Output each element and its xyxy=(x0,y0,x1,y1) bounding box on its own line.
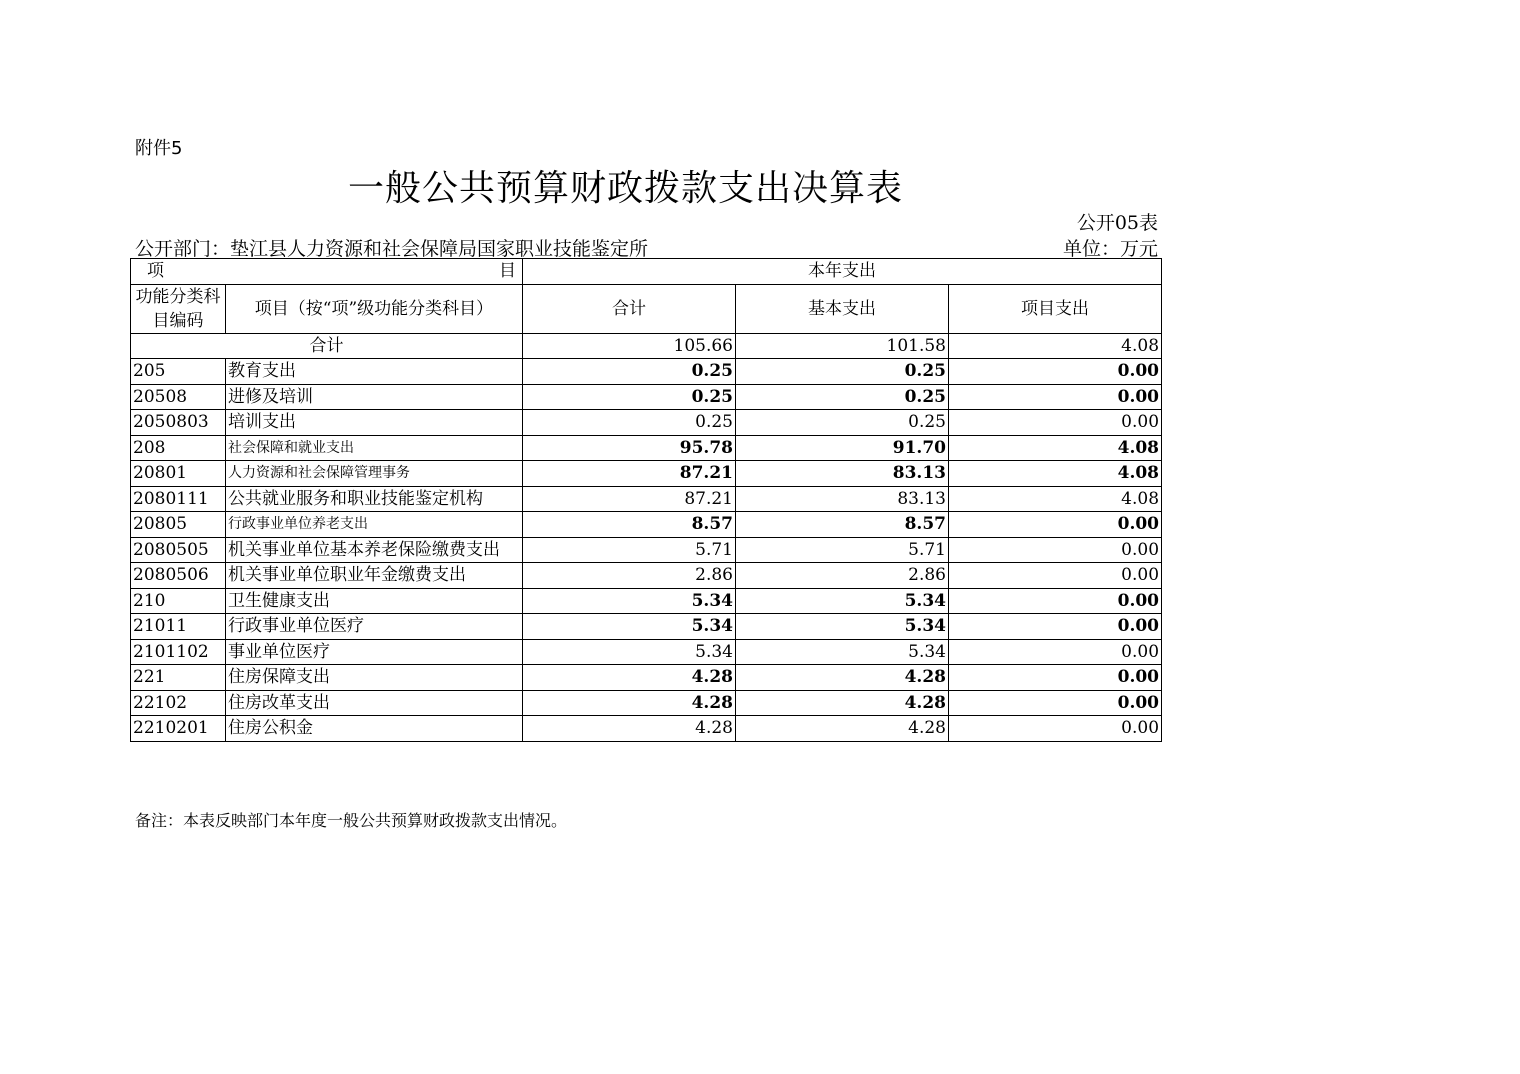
table-row xyxy=(131,665,1162,691)
header-expense-group: 本年支出 xyxy=(523,259,1162,285)
row-total: 87.21 xyxy=(523,461,736,487)
row-name: 培训支出 xyxy=(226,410,523,436)
table-row xyxy=(131,537,1162,563)
row-basic: 2.86 xyxy=(736,563,949,589)
row-code: 22102 xyxy=(131,690,226,716)
row-name: 卫生健康支出 xyxy=(226,588,523,614)
row-code: 20805 xyxy=(131,512,226,538)
header-row-top xyxy=(131,259,1162,285)
row-name: 住房公积金 xyxy=(226,716,523,742)
table-row xyxy=(131,716,1162,742)
footnote: 备注：本表反映部门本年度一般公共预算财政拨款支出情况。 xyxy=(135,811,568,830)
row-total: 0.25 xyxy=(523,384,736,410)
row-project: 0.00 xyxy=(949,716,1162,742)
form-number: 公开05表 xyxy=(1076,212,1158,234)
table-row xyxy=(131,639,1162,665)
row-basic: 0.25 xyxy=(736,359,949,385)
budget-table xyxy=(130,258,1162,742)
row-basic: 83.13 xyxy=(736,461,949,487)
row-basic: 5.34 xyxy=(736,614,949,640)
row-basic: 5.71 xyxy=(736,537,949,563)
header-total: 合计 xyxy=(523,284,736,333)
header-project: 项目支出 xyxy=(949,284,1162,333)
row-project: 0.00 xyxy=(949,690,1162,716)
row-project: 4.08 xyxy=(949,435,1162,461)
total-row xyxy=(131,333,1162,359)
row-code: 2050803 xyxy=(131,410,226,436)
row-basic: 0.25 xyxy=(736,384,949,410)
row-code: 2101102 xyxy=(131,639,226,665)
row-basic: 4.28 xyxy=(736,665,949,691)
table-row xyxy=(131,512,1162,538)
row-total: 95.78 xyxy=(523,435,736,461)
row-total: 87.21 xyxy=(523,486,736,512)
row-total: 4.28 xyxy=(523,665,736,691)
row-name: 进修及培训 xyxy=(226,384,523,410)
row-total: 4.28 xyxy=(523,716,736,742)
row-name: 机关事业单位基本养老保险缴费支出 xyxy=(226,537,523,563)
page-title: 一般公共预算财政拨款支出决算表 xyxy=(348,168,904,209)
row-total: 0.25 xyxy=(523,410,736,436)
row-name: 社会保障和就业支出 xyxy=(226,435,523,461)
header-item-group xyxy=(131,259,523,285)
row-total: 5.71 xyxy=(523,537,736,563)
row-name: 行政事业单位养老支出 xyxy=(226,512,523,538)
row-project: 4.08 xyxy=(949,461,1162,487)
table-row xyxy=(131,614,1162,640)
table-row xyxy=(131,486,1162,512)
row-code: 221 xyxy=(131,665,226,691)
row-code: 208 xyxy=(131,435,226,461)
row-project: 0.00 xyxy=(949,512,1162,538)
department-label: 公开部门：垫江县人力资源和社会保障局国家职业技能鉴定所 xyxy=(135,238,649,260)
total-project: 4.08 xyxy=(949,333,1162,359)
row-code: 205 xyxy=(131,359,226,385)
row-name: 住房改革支出 xyxy=(226,690,523,716)
row-basic: 4.28 xyxy=(736,716,949,742)
table-row xyxy=(131,588,1162,614)
header-item-label-b: 目 xyxy=(499,261,516,282)
row-code: 2080506 xyxy=(131,563,226,589)
header-name: 项目（按“项”级功能分类科目） xyxy=(226,284,523,333)
row-name: 行政事业单位医疗 xyxy=(226,614,523,640)
row-project: 0.00 xyxy=(949,588,1162,614)
table-row xyxy=(131,410,1162,436)
row-project: 0.00 xyxy=(949,537,1162,563)
header-row-columns xyxy=(131,284,1162,333)
row-code: 2210201 xyxy=(131,716,226,742)
table-row xyxy=(131,435,1162,461)
row-basic: 5.34 xyxy=(736,639,949,665)
header-item-label-a: 项 xyxy=(147,261,164,282)
row-basic: 83.13 xyxy=(736,486,949,512)
table-row xyxy=(131,690,1162,716)
unit-label: 单位：万元 xyxy=(1062,238,1158,260)
row-total: 5.34 xyxy=(523,639,736,665)
row-project: 0.00 xyxy=(949,614,1162,640)
row-name: 住房保障支出 xyxy=(226,665,523,691)
row-code: 2080111 xyxy=(131,486,226,512)
row-project: 0.00 xyxy=(949,639,1162,665)
row-code: 20508 xyxy=(131,384,226,410)
row-name: 机关事业单位职业年金缴费支出 xyxy=(226,563,523,589)
row-project: 0.00 xyxy=(949,410,1162,436)
row-name: 教育支出 xyxy=(226,359,523,385)
row-code: 2080505 xyxy=(131,537,226,563)
row-project: 0.00 xyxy=(949,563,1162,589)
table-row xyxy=(131,359,1162,385)
row-total: 4.28 xyxy=(523,690,736,716)
total-basic: 101.58 xyxy=(736,333,949,359)
row-basic: 8.57 xyxy=(736,512,949,538)
row-total: 5.34 xyxy=(523,588,736,614)
row-project: 0.00 xyxy=(949,359,1162,385)
row-total: 0.25 xyxy=(523,359,736,385)
table-row xyxy=(131,563,1162,589)
row-project: 4.08 xyxy=(949,486,1162,512)
row-name: 公共就业服务和职业技能鉴定机构 xyxy=(226,486,523,512)
header-code: 功能分类科目编码 xyxy=(131,284,226,333)
row-total: 8.57 xyxy=(523,512,736,538)
table-row xyxy=(131,384,1162,410)
row-name: 事业单位医疗 xyxy=(226,639,523,665)
row-basic: 4.28 xyxy=(736,690,949,716)
row-code: 20801 xyxy=(131,461,226,487)
attachment-label: 附件5 xyxy=(135,138,183,159)
table-row xyxy=(131,461,1162,487)
row-total: 2.86 xyxy=(523,563,736,589)
header-basic: 基本支出 xyxy=(736,284,949,333)
row-basic: 5.34 xyxy=(736,588,949,614)
row-basic: 0.25 xyxy=(736,410,949,436)
total-total: 105.66 xyxy=(523,333,736,359)
row-name: 人力资源和社会保障管理事务 xyxy=(226,461,523,487)
row-total: 5.34 xyxy=(523,614,736,640)
total-label: 合计 xyxy=(131,333,523,359)
row-basic: 91.70 xyxy=(736,435,949,461)
row-code: 210 xyxy=(131,588,226,614)
row-project: 0.00 xyxy=(949,665,1162,691)
row-code: 21011 xyxy=(131,614,226,640)
row-project: 0.00 xyxy=(949,384,1162,410)
